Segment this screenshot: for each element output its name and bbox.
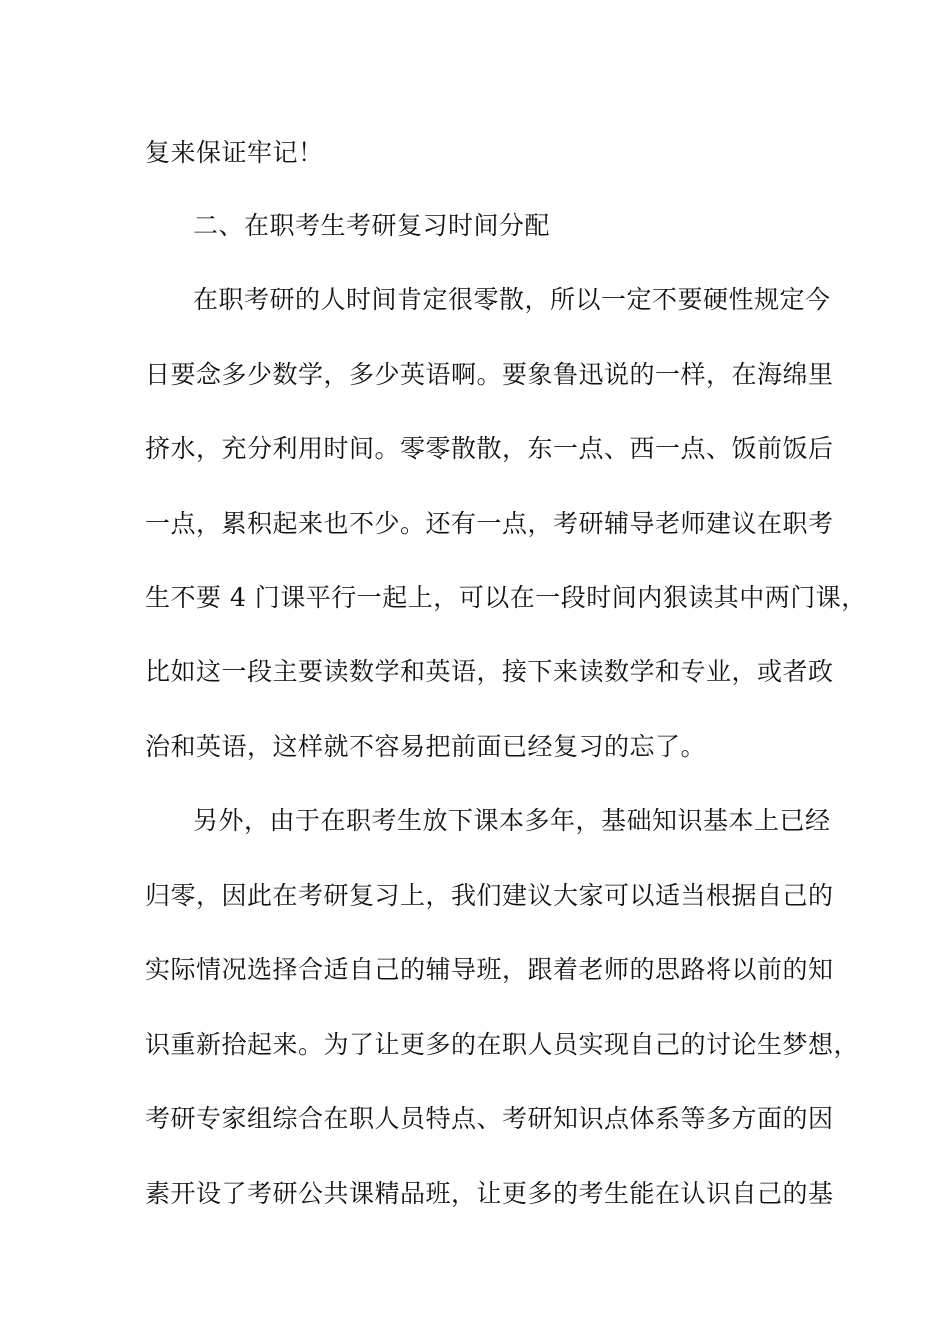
text-line: 实际情况选择合适自己的辅导班，跟着老师的思路将以前的知 [145,955,834,984]
text-line: 复来保证牢记！ [145,138,324,167]
text-line: 在职考研的人时间肯定很零散，所以一定不要硬性规定今 [193,285,831,314]
text-line: 日要念多少数学，多少英语啊。要象鲁迅说的一样，在海绵里 [145,360,834,389]
text-line: 考研专家组综合在职人员特点、考研知识点体系等多方面的因 [145,1104,834,1133]
text-line: 归零，因此在考研复习上，我们建议大家可以适当根据自己的 [145,881,834,910]
section-heading: 二、在职考生考研复习时间分配 [193,211,551,240]
text-line: 挤水，充分利用时间。零零散散，东一点、西一点、饭前饭后 [145,434,834,463]
text-line: 治和英语，这样就不容易把前面已经复习的忘了。 [145,732,707,761]
text-line: 生不要 4 门课平行一起上，可以在一段时间内狠读其中两门课， [145,583,867,612]
text-line: 比如这一段主要读数学和英语，接下来读数学和专业，或者政 [145,657,834,686]
text-line: 一点，累积起来也不少。还有一点，考研辅导老师建议在职考 [145,509,834,538]
text-line: 另外，由于在职考生放下课本多年，基础知识基本上已经 [193,806,831,835]
text-line: 识重新拾起来。为了让更多的在职人员实现自己的讨论生梦想， [145,1030,860,1059]
text-line: 素开设了考研公共课精品班，让更多的考生能在认识自己的基 [145,1179,834,1208]
